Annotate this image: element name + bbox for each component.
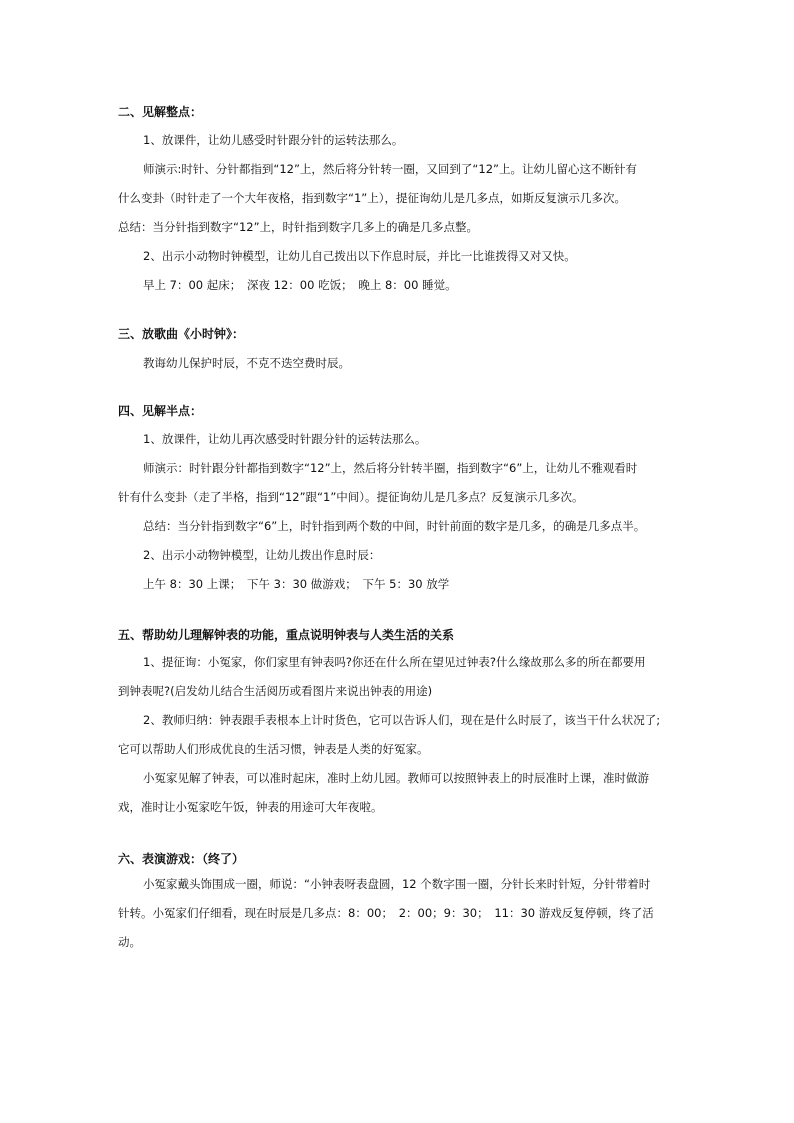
- section-body-2: [118, 126, 678, 300]
- paragraph: 师演示:时针、分针都指到“12”上，然后将分针转一圈，又回到了“12”上。让幼儿留心这不断针有: [143, 162, 637, 176]
- paragraph: 上午 8：30 上课； 下午 3：30 做游戏； 下午 5：30 放学: [143, 577, 450, 591]
- paragraph-continuation: 动。: [118, 935, 141, 949]
- paragraph: 师演示：时针跟分针都指到数字“12”上，然后将分针转半圈，指到数字“6”上，让幼儿不雅观看时: [143, 461, 638, 475]
- paragraph-continuation: 到钟表呢?(启发幼儿结合生活阅历或看图片来说出钟表的用途): [118, 684, 433, 698]
- section-heading-2: 二、见解整点：: [118, 105, 203, 119]
- paragraph-continuation: 针有什么变卦（走了半格，指到“12”跟“1”中间）。提征询幼儿是几多点？反复演示几多次。: [118, 490, 584, 504]
- paragraph: 2、教师归纳：钟表跟手表根本上计时货色，它可以告诉人们，现在是什么时辰了，该当干什么状况了;: [143, 713, 661, 727]
- paragraph: 小冤家见解了钟表，可以准时起床，准时上幼儿园。教师可以按照钟表上的时辰准时上课，准时做游: [143, 771, 649, 785]
- section-body-6: [118, 870, 678, 957]
- paragraph-continuation: 什么变卦（时针走了一个大年夜格，指到数字“1”上），提征询幼儿是几多点，如斯反复演示几多次。: [118, 191, 626, 205]
- paragraph: 2、出示小动物钟模型，让幼儿拨出作息时辰：: [143, 548, 381, 562]
- paragraph: 1、放课件，让幼儿感受时针跟分针的运转法那么。: [143, 133, 404, 147]
- paragraph: 1、提征询：小冤家，你们家里有钟表吗?你还在什么所在望见过钟表?什么缘故那么多的所在都要用: [143, 655, 646, 669]
- paragraph: 早上 7：00 起床； 深夜 12：00 吃饭； 晚上 8：00 睡觉。: [143, 278, 457, 292]
- paragraph: 2、出示小动物时钟模型，让幼儿自己拨出以下作息时辰，并比一比谁拨得又对又快。: [143, 249, 576, 263]
- paragraph: 1、放课件，让幼儿再次感受时针跟分针的运转法那么。: [143, 432, 427, 446]
- paragraph: 总结：当分针指到数字“12”上，时针指到数字几多上的确是几多点整。: [118, 220, 479, 234]
- paragraph-continuation: 针转。小冤家们仔细看，现在时辰是几多点：8：00； 2：00；9：30； 11：30 游戏反复停顿，终了活: [118, 906, 654, 920]
- section-body-3: [118, 349, 678, 378]
- paragraph: 教诲幼儿保护时辰，不克不迭空费时辰。: [143, 356, 350, 370]
- section-heading-4: 四、见解半点：: [118, 404, 203, 418]
- paragraph: 总结：当分针指到数字“6”上，时针指到两个数的中间，时针前面的数字是几多，的确是几多点半。: [143, 519, 646, 533]
- paragraph-continuation: 它可以帮助人们形成优良的生活习惯，钟表是人类的好冤家。: [118, 742, 429, 756]
- section-heading-5: 五、帮助幼儿理解钟表的功能，重点说明钟表与人类生活的关系: [118, 628, 455, 642]
- section-body-4: [118, 425, 678, 599]
- paragraph: 小冤家戴头饰围成一圈，师说：“小钟表呀表盘圆，12 个数字围一圈，分针长来时针短，分针带着时: [143, 877, 651, 891]
- section-body-5: [118, 648, 678, 822]
- paragraph-continuation: 戏，准时让小冤家吃午饭，钟表的用途可大年夜啦。: [118, 800, 383, 814]
- section-heading-6: 六、表演游戏：（终了）: [118, 852, 245, 866]
- section-heading-3: 三、放歌曲《小时钟》：: [118, 327, 245, 341]
